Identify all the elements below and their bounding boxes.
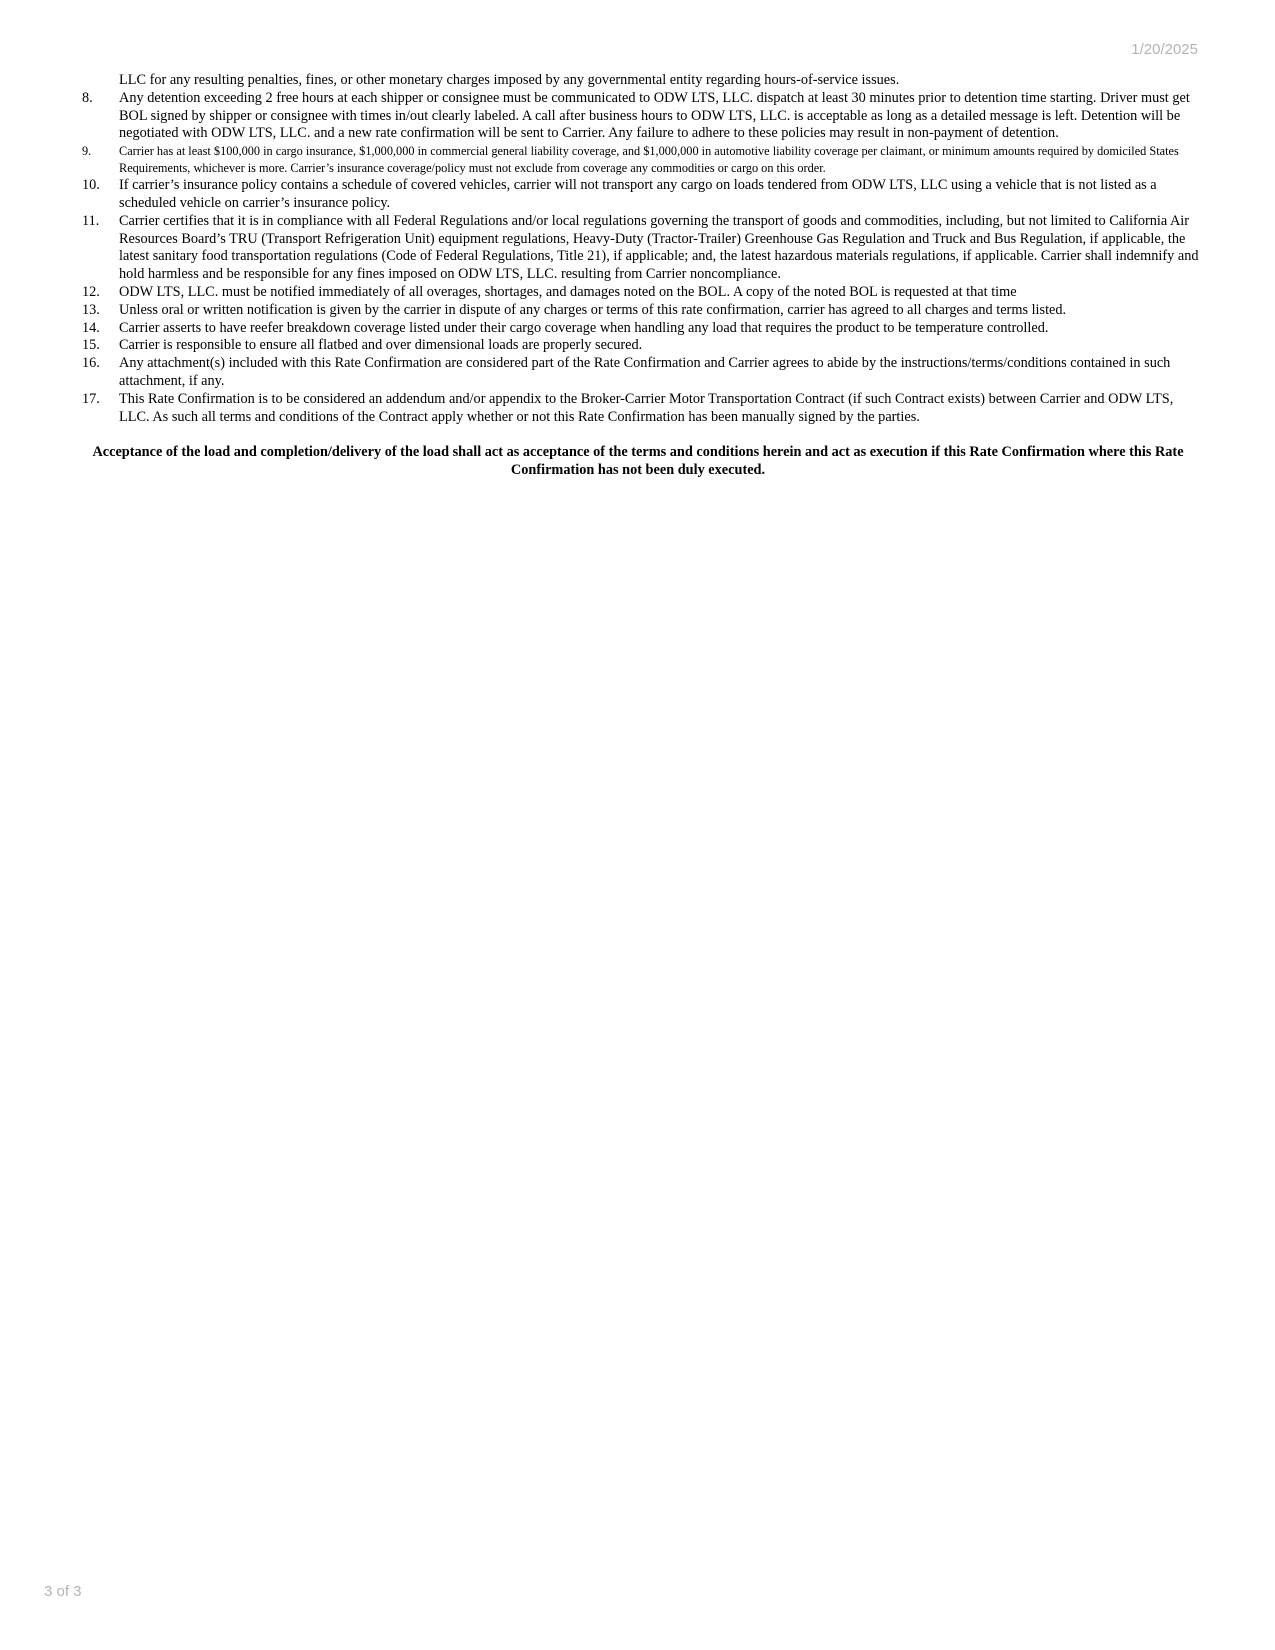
term-item-12 xyxy=(82,284,1202,302)
term-number: 13. xyxy=(82,301,100,318)
term-item-11 xyxy=(82,213,1202,284)
term-text: Carrier certifies that it is in compliance with all Federal Regulations and/or local regulations governing the transport of goods and commodities, including, but not limited to California Air Resources Board’s TRU (Transport Refrigeration Unit) equipment regulations, Heavy-Duty (Tractor-Trailer) Greenhouse Gas Regulation and Truck and Bus Regulation, if applicable, the latest sanitary food transportation regulations (Code of Federal Regulations, Title 21), if applicable; and, the latest hazardous materials regulations, if applicable. Carrier shall indemnify and hold harmless and be responsible for any fines imposed on ODW LTS, LLC. resulting from Carrier noncompliance. xyxy=(119,212,1199,283)
term-number: 8. xyxy=(82,89,93,106)
term-text: Any detention exceeding 2 free hours at each shipper or consignee must be communicated to ODW LTS, LLC. dispatch at least 30 minutes prior to detention time starting. Driver must get BOL signed by shipper or consignee with times in/out clearly labeled. A call after business hours to ODW LTS, LLC. is acceptable as long as a detailed message is left. Detention will be negotiated with ODW LTS, LLC. and a new rate confirmation will be sent to Carrier. Any failure to adhere to these policies may result in non-payment of detention. xyxy=(119,89,1190,142)
term-item-14 xyxy=(82,320,1202,338)
term-text: Carrier asserts to have reefer breakdown coverage listed under their cargo coverage when handling any load that requires the product to be temperature controlled. xyxy=(119,319,1049,336)
term-number: 15. xyxy=(82,337,100,354)
term-number: 9. xyxy=(82,144,92,159)
term-text: If carrier’s insurance policy contains a schedule of covered vehicles, carrier will not transport any cargo on loads tendered from ODW LTS, LLC using a vehicle that is not listed as a scheduled vehicle on carrier’s insurance policy. xyxy=(119,177,1157,211)
term-item-16 xyxy=(82,355,1202,391)
term-text: ODW LTS, LLC. must be notified immediately of all overages, shortages, and damages noted on the BOL. A copy of the noted BOL is requested at that time xyxy=(119,283,1017,300)
term-number: 16. xyxy=(82,355,100,372)
term-number: 14. xyxy=(82,319,100,336)
term-number: 12. xyxy=(82,283,100,300)
term-number: 11. xyxy=(82,212,100,229)
term-text: Any attachment(s) included with this Rate Confirmation are considered part of the Rate Confirmation and Carrier agrees to abide by the instructions/terms/conditions contained in such attachment, if any. xyxy=(119,355,1171,389)
acceptance-statement: Acceptance of the load and completion/delivery of the load shall act as acceptance of the terms and conditions herein and act as execution if this Rate Confirmation where this Rate Confirmation has not been duly executed. xyxy=(92,444,1184,479)
term-item-17 xyxy=(82,391,1202,427)
term-item-8 xyxy=(82,90,1202,143)
term-number: 17. xyxy=(82,390,100,407)
document-date: 1/20/2025 xyxy=(1131,41,1198,58)
term-continuation: LLC for any resulting penalties, fines, or other monetary charges imposed by any governmental entity regarding hours-of-service issues. xyxy=(119,72,900,88)
terms-and-conditions xyxy=(82,72,1202,479)
term-number: 10. xyxy=(82,177,100,194)
page-number: 3 of 3 xyxy=(44,1583,82,1600)
term-text: Unless oral or written notification is given by the carrier in dispute of any charges or terms of this rate confirmation, carrier has agreed to all charges and terms listed. xyxy=(119,301,1067,318)
term-item-15 xyxy=(82,337,1202,355)
term-text: This Rate Confirmation is to be considered an addendum and/or appendix to the Broker-Carrier Motor Transportation Contract (if such Contract exists) between Carrier and ODW LTS, LLC. As such all terms and conditions of the Contract apply whether or not this Rate Confirmation has been manually signed by the parties. xyxy=(119,390,1174,425)
term-item-9 xyxy=(82,143,1202,177)
term-item-10 xyxy=(82,177,1202,213)
term-text: Carrier has at least $100,000 in cargo insurance, $1,000,000 in commercial general liability coverage, and $1,000,000 in automotive liability coverage per claimant, or minimum amounts required by domiciled States Requirements, whichever is more. Carrier’s insurance coverage/policy must not exclude from coverage any commodities or cargo on this order. xyxy=(119,144,1179,176)
term-text: Carrier is responsible to ensure all flatbed and over dimensional loads are properly secured. xyxy=(119,337,643,354)
term-item-13 xyxy=(82,302,1202,320)
